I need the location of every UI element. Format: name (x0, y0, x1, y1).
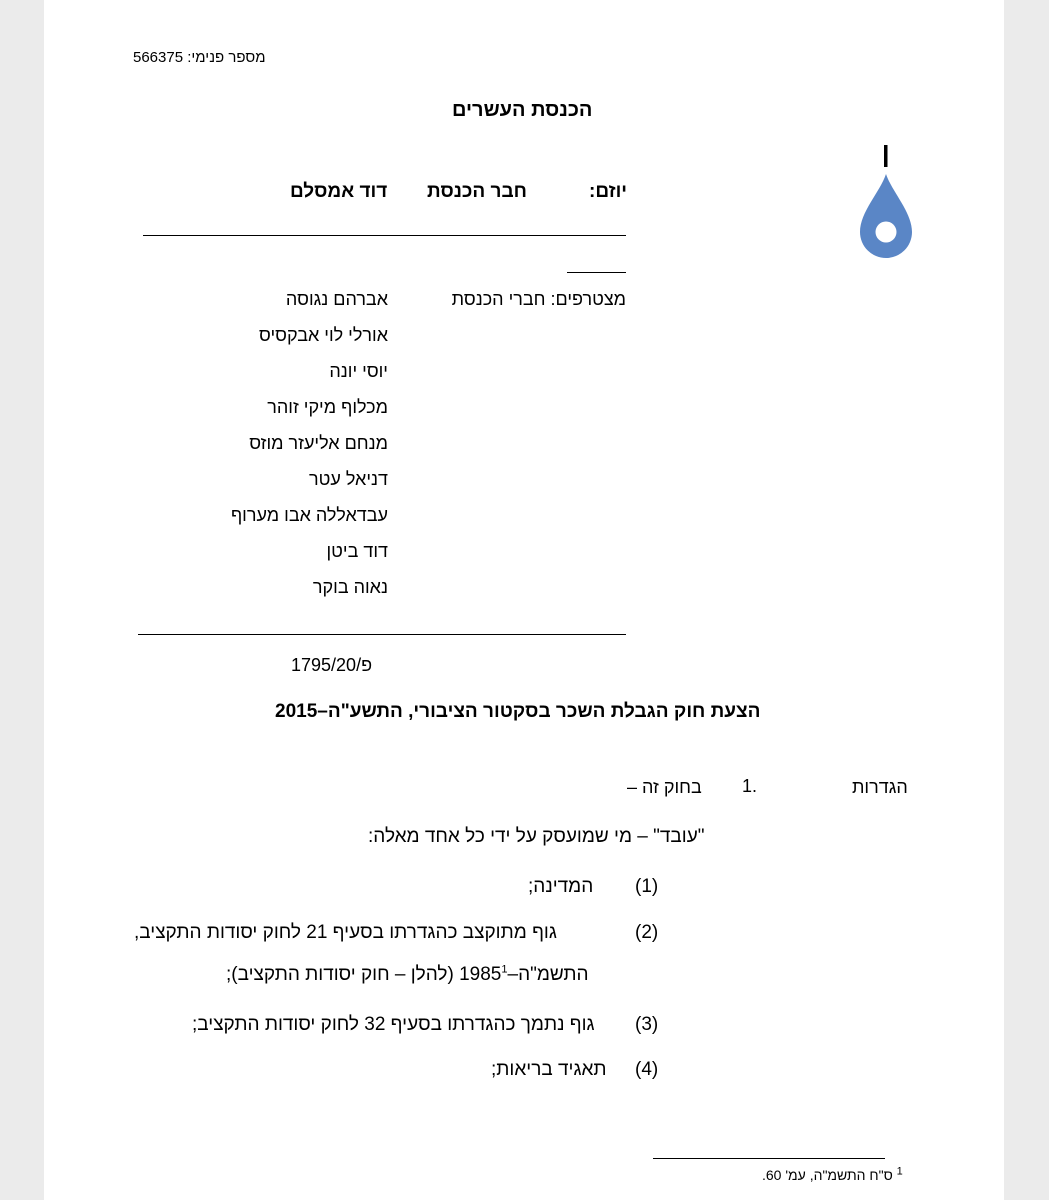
knesset-drop-logo-icon (856, 142, 916, 262)
definition-text: "עובד" – מי שמועסק על ידי כל אחד מאלה: (368, 826, 705, 847)
item-number: (1) (635, 876, 659, 897)
joiners-list (188, 289, 388, 613)
joiner-name: אברהם נגוסה (285, 289, 388, 309)
item-text: המדינה; (528, 876, 594, 897)
margin-title: הגדרות (852, 777, 908, 797)
item-text-part: (להלן – חוק יסודות התקציב); (226, 964, 460, 985)
bill-number: פ/1795/20 (291, 655, 373, 675)
document-page (44, 0, 1004, 1200)
footnote (762, 1167, 903, 1183)
joiner-name: מנחם אליעזר מוזס (249, 433, 388, 453)
initiator-name: דוד אמסלם (290, 181, 388, 202)
footnote-separator (653, 1158, 885, 1159)
knesset-title: הכנסת העשרים (452, 99, 593, 121)
short-divider-line (567, 272, 626, 273)
joiners-label: מצטרפים: חברי הכנסת (451, 289, 626, 309)
footnote-ref: 1 (501, 963, 508, 976)
joiner-name: דוד ביטן (326, 541, 388, 561)
divider-line (143, 235, 626, 236)
joiner-name: נאוה בוקר (312, 577, 388, 597)
joiner-name: מכלוף מיקי זוהר (267, 397, 388, 417)
joiner-name: אורלי לוי אבקסיס (259, 325, 388, 345)
joiner-name: עבדאללה אבו מערוף (230, 505, 388, 525)
item-number: (2) (635, 922, 659, 943)
internal-number: מספר פנימי: 566375 (133, 49, 266, 66)
joiner-name: דניאל עטר (309, 469, 388, 489)
initiator-label: יוזם: (589, 181, 628, 202)
section-intro: בחוק זה – (627, 777, 702, 797)
item-text-part: התשמ"ה–1985 (459, 964, 589, 985)
initiator-role: חבר הכנסת (427, 181, 527, 202)
bill-title: הצעת חוק הגבלת השכר בסקטור הציבורי, התשע"ה–2015 (275, 701, 761, 722)
joiner-name: יוסי יונה (329, 361, 388, 381)
item-text-line2 (226, 964, 589, 986)
item-number: (4) (635, 1059, 659, 1080)
item-number: (3) (635, 1014, 659, 1035)
footnote-mark: 1 (896, 1165, 903, 1178)
item-text: תאגיד בריאות; (491, 1059, 607, 1080)
item-text: גוף מתוקצב כהגדרתו בסעיף 21 לחוק יסודות התקציב, (134, 922, 557, 943)
item-text: גוף נתמך כהגדרתו בסעיף 32 לחוק יסודות התקציב; (192, 1014, 595, 1035)
section-number: 1. (742, 776, 758, 796)
divider-line (138, 634, 626, 635)
footnote-text: ס"ח התשמ"ה, עמ' 60. (762, 1167, 897, 1183)
